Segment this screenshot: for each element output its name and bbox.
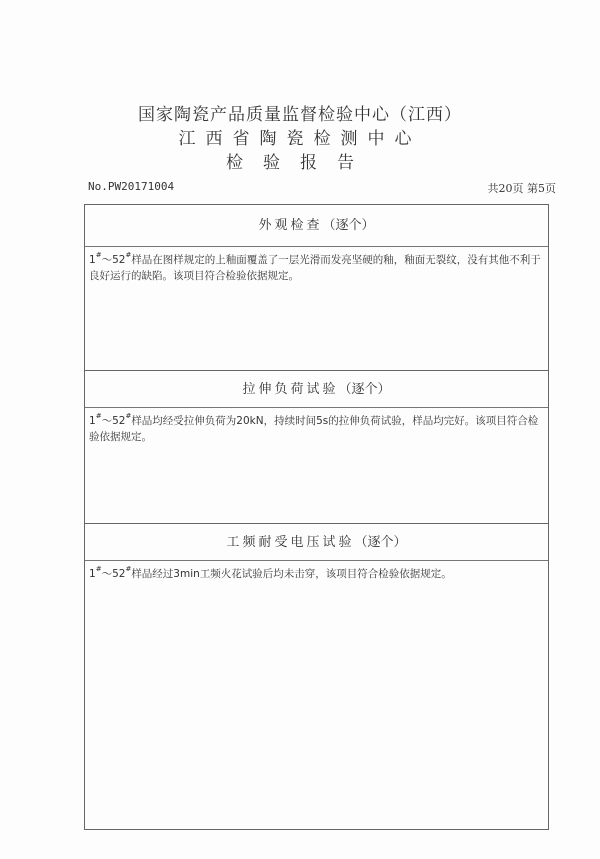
sample-mark: # [95, 565, 102, 573]
org-name: 国家陶瓷产品质量监督检验中心（江西） [138, 105, 462, 125]
sample-end: 52 [112, 568, 126, 580]
sample-mark: # [125, 412, 132, 420]
section-body-tensile [89, 413, 545, 445]
sample-mark: # [125, 251, 132, 259]
sample-start: 1 [89, 254, 96, 266]
sample-mark: # [95, 412, 102, 420]
section-heading-tensile [85, 370, 548, 408]
sample-tilde: ～ [101, 568, 113, 580]
section-heading-text: 工频耐受电压试验 [226, 535, 355, 550]
section-heading-appearance [85, 205, 548, 247]
sample-start: 1 [89, 568, 96, 580]
section-heading-text: 外观检查 [258, 218, 323, 233]
section-heading-suffix: （逐个） [338, 382, 391, 397]
section-body-voltage [89, 566, 545, 582]
inspection-table [84, 204, 549, 830]
sample-mark: # [125, 565, 132, 573]
sample-start: 1 [89, 415, 96, 427]
section-heading-voltage [85, 523, 548, 561]
report-title: 检验报告 [226, 153, 374, 173]
section-body-text: 样品经过3min工频火花试验后均未击穿，该项目符合检验依据规定。 [131, 568, 452, 580]
section-heading-suffix: （逐个） [322, 218, 375, 233]
section-body-text: 样品均经受拉伸负荷为20kN，持续时间5s的拉伸负荷试验，样品均完好。该项目符合检验依据规定。 [89, 415, 539, 443]
sample-end: 52 [112, 415, 126, 427]
section-body-appearance [89, 252, 545, 284]
sample-tilde: ～ [101, 415, 113, 427]
org-name-secondary: 江西省陶瓷检测中心 [178, 129, 422, 149]
section-heading-suffix: （逐个） [354, 535, 407, 550]
section-body-text: 样品在图样规定的上釉面覆盖了一层光滑而发亮坚硬的釉，釉面无裂纹，没有其他不利于良好运行的缺陷。该项目符合检验依据规定。 [89, 254, 541, 282]
sample-mark: # [95, 251, 102, 259]
report-number: No.PW20171004 [88, 180, 175, 193]
page-count: 共20页 第5页 [487, 182, 556, 195]
section-heading-text: 拉伸负荷试验 [242, 382, 339, 397]
sample-tilde: ～ [101, 254, 113, 266]
sample-end: 52 [112, 254, 126, 266]
